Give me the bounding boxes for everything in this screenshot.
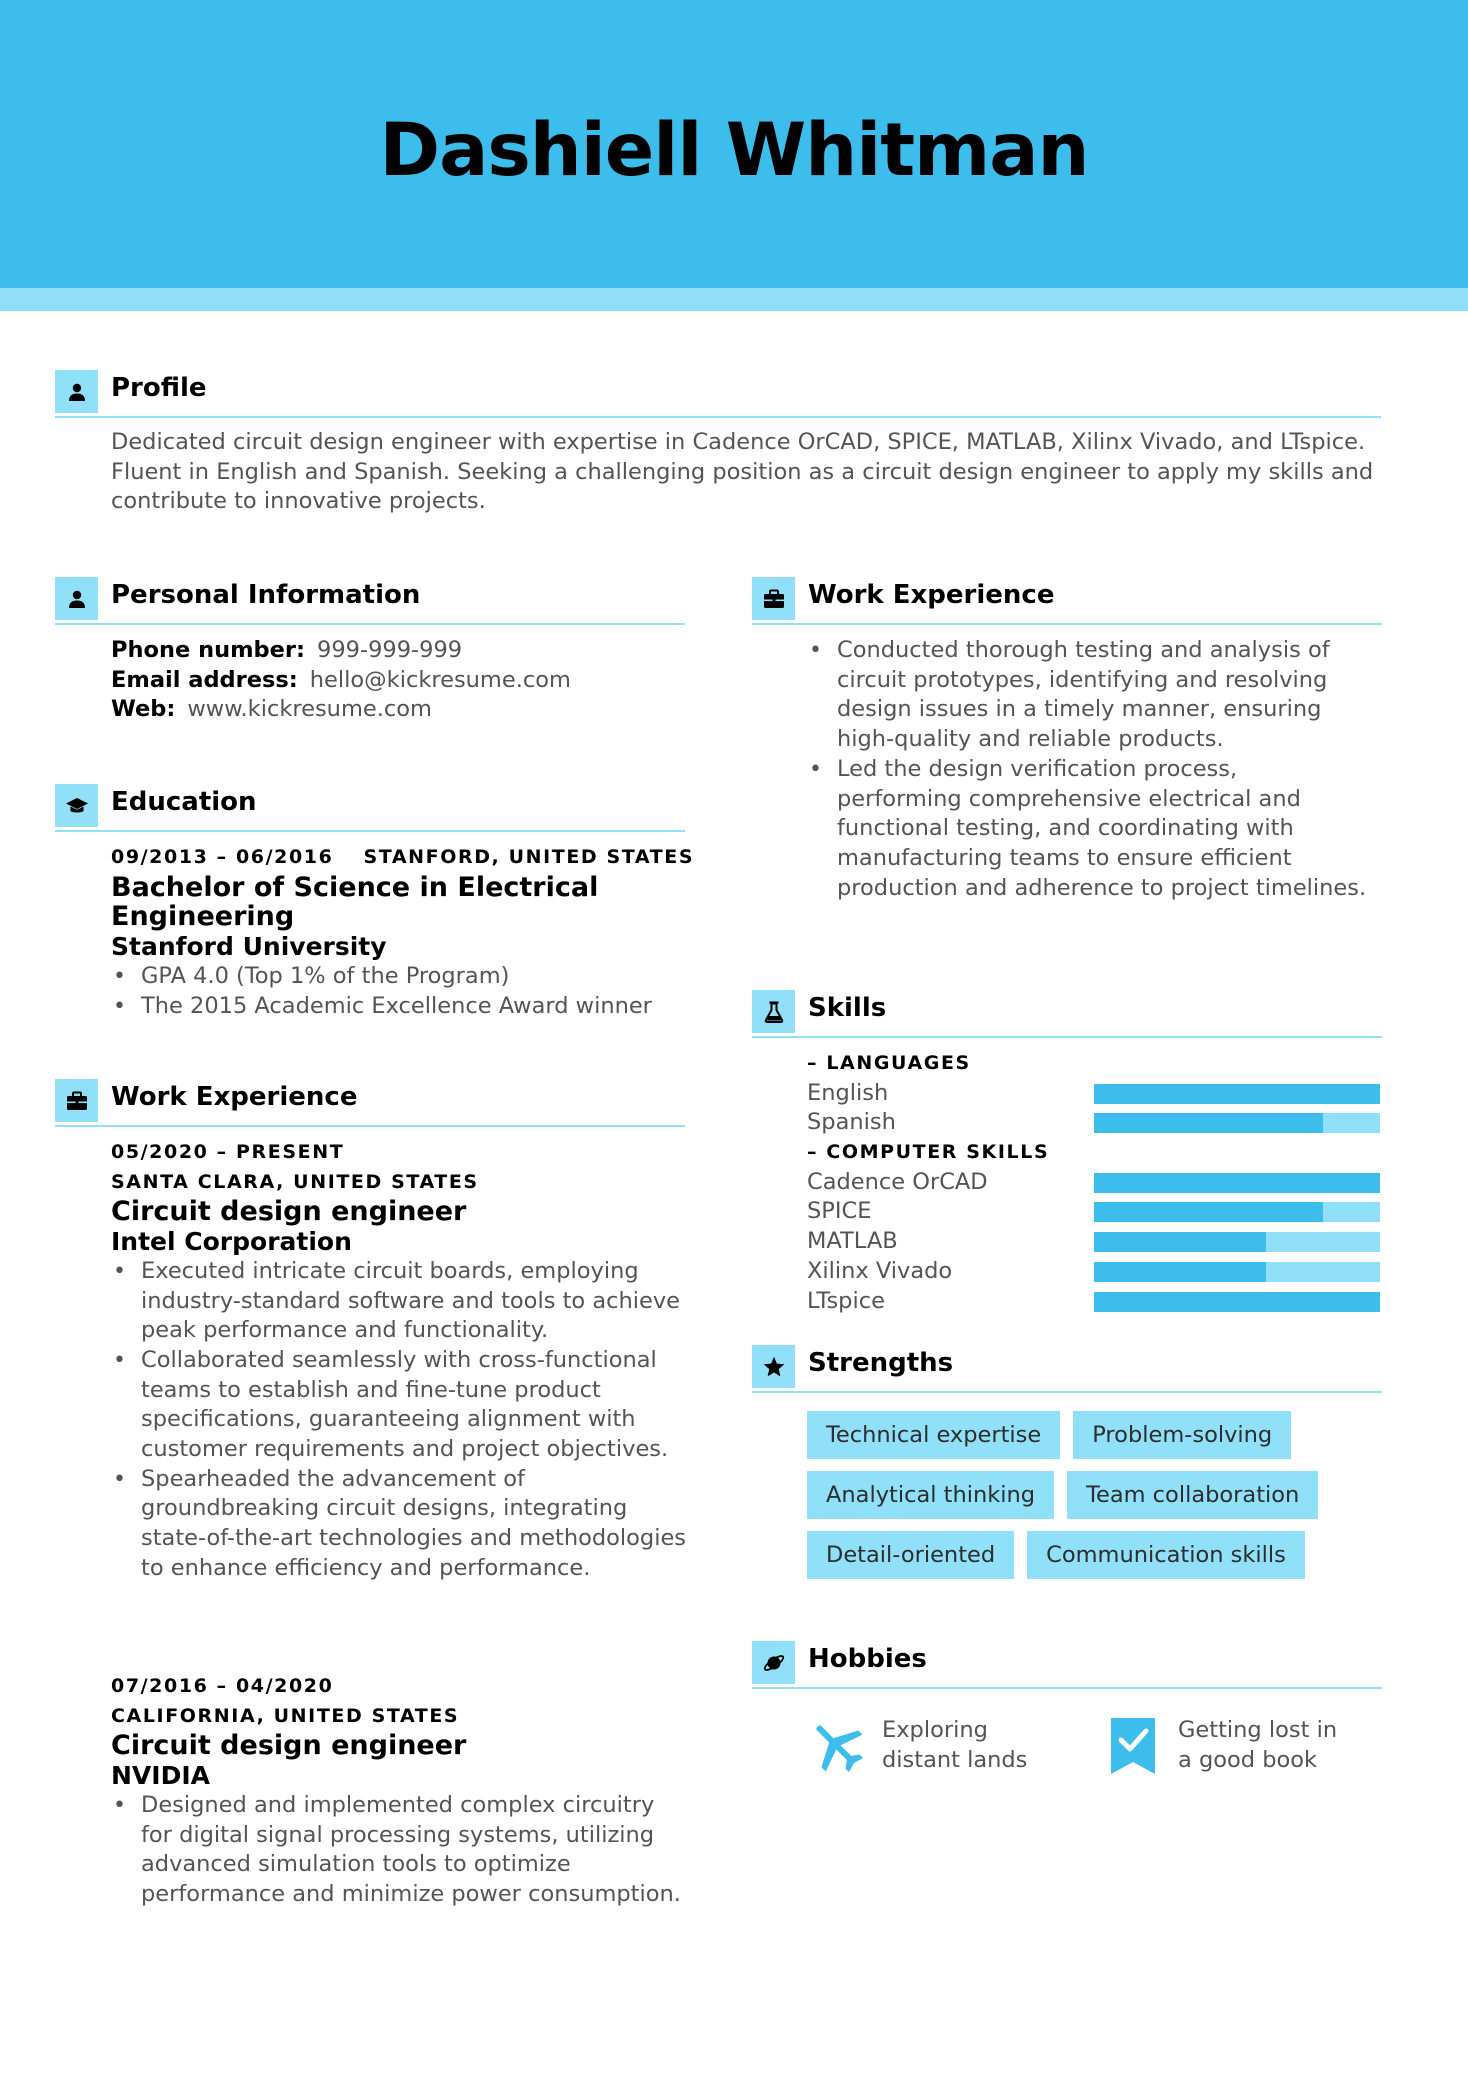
hobbies-title: Hobbies [808,1644,927,1674]
skill-level-bar [1094,1232,1380,1252]
hobby-item [807,1716,1062,1776]
education-header [55,784,685,832]
skills-list [807,1049,1387,1316]
phone-value: 999-999-999 [317,637,463,663]
web-row [111,695,571,725]
skill-level-fill [1094,1173,1380,1193]
hobby-text: Exploring distant lands [882,1717,1028,1773]
profile-title: Profile [111,373,207,403]
skill-level-fill [1094,1262,1266,1282]
list-item: • Led the design verification process, performing comprehensive electrical and functional testing, and coordinating with manufacturing teams to ensure efficient production and adherence to project timelines. [807,755,1367,904]
skill-level-bar [1094,1292,1380,1312]
briefcase-icon [55,1079,98,1122]
skill-row [807,1257,1387,1287]
skill-name: English [807,1079,889,1106]
skill-name: Cadence OrCAD [807,1168,988,1195]
email-value[interactable]: hello@kickresume.com [309,666,571,693]
list-item: • Executed intricate circuit boards, employing industry-standard software and tools to achieve peak performance and functionality. [111,1257,691,1346]
skill-level-fill [1094,1232,1266,1252]
airplane-icon [807,1716,867,1776]
skill-level-fill [1094,1113,1323,1133]
skills-header [752,990,1382,1038]
strengths-title: Strengths [808,1348,954,1378]
strengths-tags [807,1411,1387,1591]
briefcase-icon [752,577,795,620]
skill-level-bar [1094,1202,1380,1222]
degree-title: Bachelor of Science in Electrical Engineering [111,871,599,933]
hobbies-section [752,1641,1382,1689]
phone-row [111,636,571,666]
personal-info-header [55,577,685,625]
strengths-section [752,1345,1382,1393]
list-item: • Spearheaded the advancement of groundbreaking circuit designs, integrating state-of-the-art technologies and methodologies to enhance efficiency and performance. [111,1465,691,1584]
education-title: Education [111,787,257,817]
list-item: • Designed and implemented complex circuitry for digital signal processing systems, utilizing advanced simulation tools to optimize performance and minimize power consumption. [111,1791,691,1910]
education-entry [111,843,695,1021]
hobby-item [1103,1716,1358,1776]
strength-tag: Team collaboration [1067,1471,1318,1519]
skill-level-fill [1094,1292,1380,1312]
job-dates: 07/2016 – 04/2020 [111,1675,334,1697]
profile-section [55,370,1381,418]
personal-info-list [111,636,571,725]
skill-name: Xilinx Vivado [807,1257,953,1284]
hobbies-header [752,1641,1382,1689]
school-name: Stanford University [111,932,387,962]
company-name: Intel Corporation [111,1227,352,1257]
job-location: CALIFORNIA, UNITED STATES [111,1704,460,1727]
education-location: STANFORD, UNITED STATES [363,846,695,868]
list-item: • Collaborated seamlessly with cross-functional teams to establish and fine-tune product specifications, guaranteeing alignment with customer requirements and project objectives. [111,1346,691,1465]
skill-level-bar [1094,1084,1380,1104]
work-experience-continued-bullets [807,636,1367,903]
graduation-cap-icon [55,784,98,827]
web-label: Web: [111,696,176,723]
tag-row [807,1411,1387,1459]
strength-tag: Analytical thinking [807,1471,1054,1519]
skill-row [807,1079,1387,1109]
profile-header [55,370,1381,418]
skills-section [752,990,1382,1038]
email-row [111,666,571,696]
skill-group-label: – LANGUAGES [807,1052,971,1074]
profile-text: Dedicated circuit design engineer with expertise in Cadence OrCAD, SPICE, MATLAB, Xilinx Vivado, and LTspice. Fluent in English and Spanish. Seeking a challenging position as a circuit design engineer to apply my skills and contribute to innovative projects. [111,429,1374,515]
strength-tag: Technical expertise [807,1411,1060,1459]
list-item: • The 2015 Academic Excellence Award winner [111,992,691,1022]
bookmark-icon [1103,1716,1163,1776]
skill-row [807,1197,1387,1227]
job-entry-1 [111,1138,691,1584]
skill-level-bar [1094,1113,1380,1133]
job-location: SANTA CLARA, UNITED STATES [111,1170,479,1193]
person-icon [55,370,98,413]
skill-name: LTspice [807,1287,885,1314]
flask-icon [752,990,795,1033]
person-icon [55,577,98,620]
work-experience-section [55,1079,685,1127]
skill-name: Spanish [807,1109,896,1136]
work-experience-continued-header [752,577,1382,625]
education-bullets [111,962,691,1021]
skills-title: Skills [808,993,887,1023]
strengths-header [752,1345,1382,1393]
tag-row [807,1471,1387,1519]
education-section [55,784,685,832]
work-experience-continued-title: Work Experience [808,580,1055,610]
email-label: Email address: [111,666,298,693]
phone-label: Phone number: [111,637,306,663]
skill-name: MATLAB [807,1228,898,1255]
skill-row [807,1227,1387,1257]
personal-info-section [55,577,685,625]
education-dates: 09/2013 – 06/2016 [111,846,334,868]
company-name: NVIDIA [111,1761,210,1791]
list-item: • Conducted thorough testing and analysis of circuit prototypes, identifying and resolving design issues in a timely manner, ensuring high-quality and reliable products. [807,636,1367,755]
work-experience-header [55,1079,685,1127]
skill-name: SPICE [807,1198,872,1225]
tag-row [807,1531,1387,1579]
hobby-text: Getting lost in a good book [1178,1717,1338,1773]
work-experience-title: Work Experience [111,1082,358,1112]
skill-group-label: – COMPUTER SKILLS [807,1141,1050,1164]
skill-level-fill [1094,1084,1380,1104]
personal-info-title: Personal Information [111,580,421,610]
planet-icon [752,1641,795,1684]
skill-row [807,1287,1387,1317]
skill-level-bar [1094,1262,1380,1282]
job-entry-2 [111,1672,691,1910]
job-title: Circuit design engineer [111,1730,467,1762]
web-value[interactable]: www.kickresume.com [187,696,432,723]
skill-level-fill [1094,1202,1323,1222]
education-meta [111,843,695,873]
job-title: Circuit design engineer [111,1196,467,1228]
candidate-name: Dashiell Whitman [379,108,1089,193]
star-icon [752,1345,795,1388]
strength-tag: Communication skills [1027,1531,1305,1579]
list-item: • GPA 4.0 (Top 1% of the Program) [111,962,691,992]
header-stripe [0,288,1468,311]
skill-row [807,1168,1387,1198]
strength-tag: Detail-oriented [807,1531,1014,1579]
job-bullets [111,1791,691,1910]
strength-tag: Problem-solving [1073,1411,1291,1459]
job-bullets [111,1257,691,1584]
skill-row [807,1108,1387,1138]
job-dates: 05/2020 – PRESENT [111,1141,345,1163]
skill-level-bar [1094,1173,1380,1193]
work-experience-continued-section [752,577,1382,625]
